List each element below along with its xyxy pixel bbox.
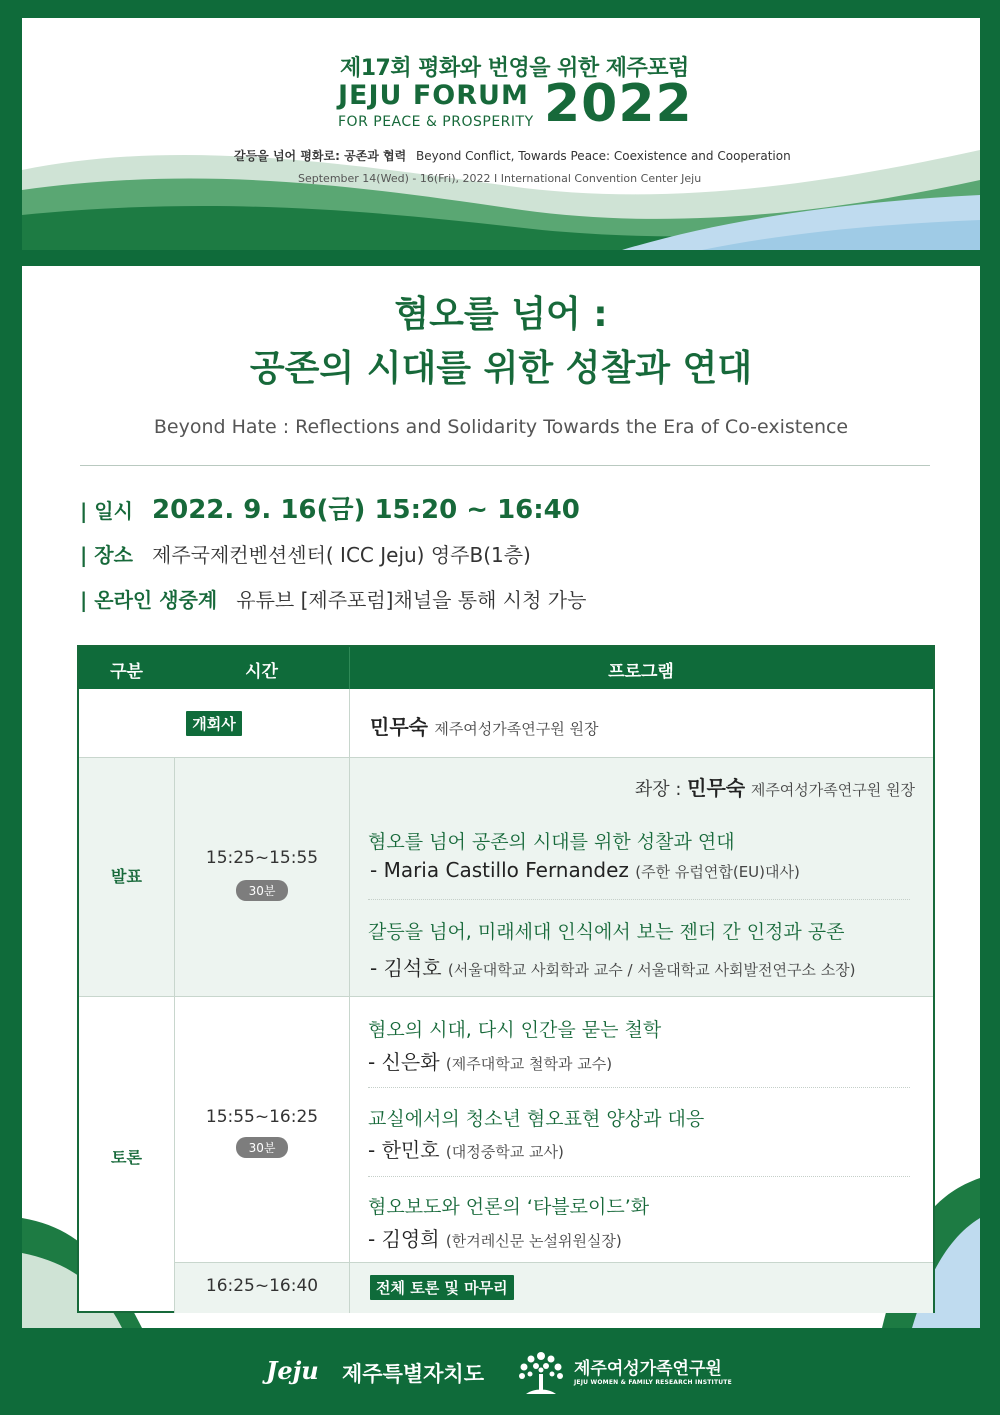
opening-tag-cell: [79, 689, 350, 758]
discussion-program-cell: [350, 997, 933, 1263]
jeju-province-name: 제주특별자치도: [342, 1362, 485, 1386]
forum-theme: [234, 147, 794, 164]
presentation-separator: [368, 899, 910, 900]
discussion-time-cell: [175, 997, 350, 1263]
event-card: [22, 266, 980, 1328]
schedule-table: [77, 645, 935, 1313]
discussion-time: 15:55~16:25: [205, 1107, 319, 1127]
presentation-time: 15:25~15:55: [205, 848, 319, 868]
event-title-line2: 공존의 시대를 위한 성찰과 연대: [249, 348, 753, 389]
discussion-category: 토론: [111, 1148, 142, 1167]
presentation-chair: [635, 772, 915, 801]
info-date-label: | 일시: [80, 499, 133, 523]
jeju-logo: Jeju: [266, 1356, 319, 1385]
info-place-label: | 장소: [80, 543, 133, 567]
info-place: [80, 539, 531, 568]
header-time: 시간: [245, 662, 278, 682]
info-date: [80, 489, 580, 526]
footer: [0, 1328, 1000, 1415]
info-online: [80, 584, 586, 613]
forum-theme-kr: 갈등을 넘어 평화로: 공존과 협력: [234, 149, 407, 163]
opening-speaker-name: 민무숙: [370, 715, 428, 739]
presentation-category-cell: [79, 758, 175, 997]
presentation-category: 발표: [111, 867, 142, 886]
discussion-separator-2: [368, 1176, 910, 1177]
chair-label: 좌장 :: [634, 779, 682, 800]
discussion-separator-1: [368, 1087, 910, 1088]
discussion-2-speaker: - 한민호: [368, 1138, 440, 1162]
forum-year: 2022: [544, 74, 693, 134]
opening-speaker-affil: 제주여성가족연구원 원장: [434, 720, 599, 738]
discussion-1-title: 혐오의 시대, 다시 인간을 묻는 철학: [368, 1019, 662, 1041]
discussion-2-title: 교실에서의 청소년 혐오표현 양상과 대응: [368, 1108, 705, 1130]
info-date-value: 2022. 9. 16(금) 15:20 ~ 16:40: [152, 495, 580, 525]
opening-program-cell: [350, 689, 933, 758]
discussion-3-affil: (한겨레신문 논설위원실장): [445, 1232, 622, 1250]
presentation-1-affil: (주한 유럽연합(EU)대사): [635, 863, 800, 881]
discussion-3-speaker: - 김영희: [368, 1227, 440, 1251]
opening-tag: 개회사: [186, 711, 241, 736]
presentation-2-speaker: - 김석호: [370, 956, 442, 980]
presentation-program-cell: [350, 758, 933, 997]
chair-affil: 제주여성가족연구원 원장: [750, 781, 915, 799]
presentation-1-title: 혐오를 넘어 공존의 시대를 위한 성찰과 연대: [368, 831, 735, 853]
presentation-duration-badge: 30분: [236, 880, 289, 901]
presentation-2-affil: (서울대학교 사회학과 교수 / 서울대학교 사회발전연구소 소장): [447, 961, 856, 979]
forum-theme-en: Beyond Conflict, Towards Peace: Coexistence and Cooperation: [416, 149, 791, 163]
info-place-value: 제주국제컨벤션센터( ICC Jeju) 영주B(1층): [152, 543, 531, 567]
closing-time-cell: [175, 1263, 350, 1313]
institute-name: 제주여성가족연구원: [574, 1359, 722, 1379]
forum-banner: [22, 18, 980, 250]
presentation-2-title: 갈등을 넘어, 미래세대 인식에서 보는 젠더 간 인정과 공존: [368, 921, 845, 943]
closing-program-cell: [350, 1263, 933, 1313]
event-subtitle-en: Beyond Hate : Reflections and Solidarity Towards the Era of Co-existence: [153, 416, 849, 438]
chair-name: 민무숙: [687, 776, 746, 800]
forum-title-kr: 제17회 평화와 번영을 위한 제주포럼: [340, 56, 689, 81]
info-online-label: | 온라인 생중계: [80, 588, 218, 612]
discussion-1-affil: (제주대학교 철학과 교수): [445, 1055, 613, 1073]
forum-date-venue: September 14(Wed) - 16(Fri), 2022 I International Convention Center Jeju: [298, 172, 702, 185]
forum-subname: FOR PEACE & PROSPERITY: [338, 114, 534, 130]
presentation-time-cell: [175, 758, 350, 997]
table-header: [79, 647, 933, 689]
info-online-value: 유튜브 [제주포럼]채널을 통해 시청 가능: [236, 588, 587, 612]
discussion-duration-badge: 30분: [236, 1137, 289, 1158]
header-program: 프로그램: [608, 662, 674, 682]
discussion-3-title: 혐오보도와 언론의 ‘타블로이드’화: [368, 1196, 650, 1218]
forum-name: JEJU FORUM: [338, 80, 529, 111]
closing-time: 16:25~16:40: [205, 1276, 319, 1296]
closing-tag: 전체 토론 및 마무리: [370, 1275, 514, 1300]
institute-tree-icon: [514, 1348, 568, 1398]
institute-name-en: JEJU WOMEN & FAMILY RESEARCH INSTITUTE: [574, 1379, 732, 1386]
header-category: 구분: [110, 662, 143, 682]
discussion-2-affil: (대정중학교 교사): [445, 1143, 564, 1161]
title-divider: [80, 465, 930, 466]
presentation-1-speaker: - Maria Castillo Fernandez: [370, 858, 629, 882]
event-title-line1: 혐오를 넘어 :: [394, 294, 608, 335]
discussion-category-cell: [79, 997, 175, 1313]
discussion-1-speaker: - 신은화: [368, 1050, 440, 1074]
